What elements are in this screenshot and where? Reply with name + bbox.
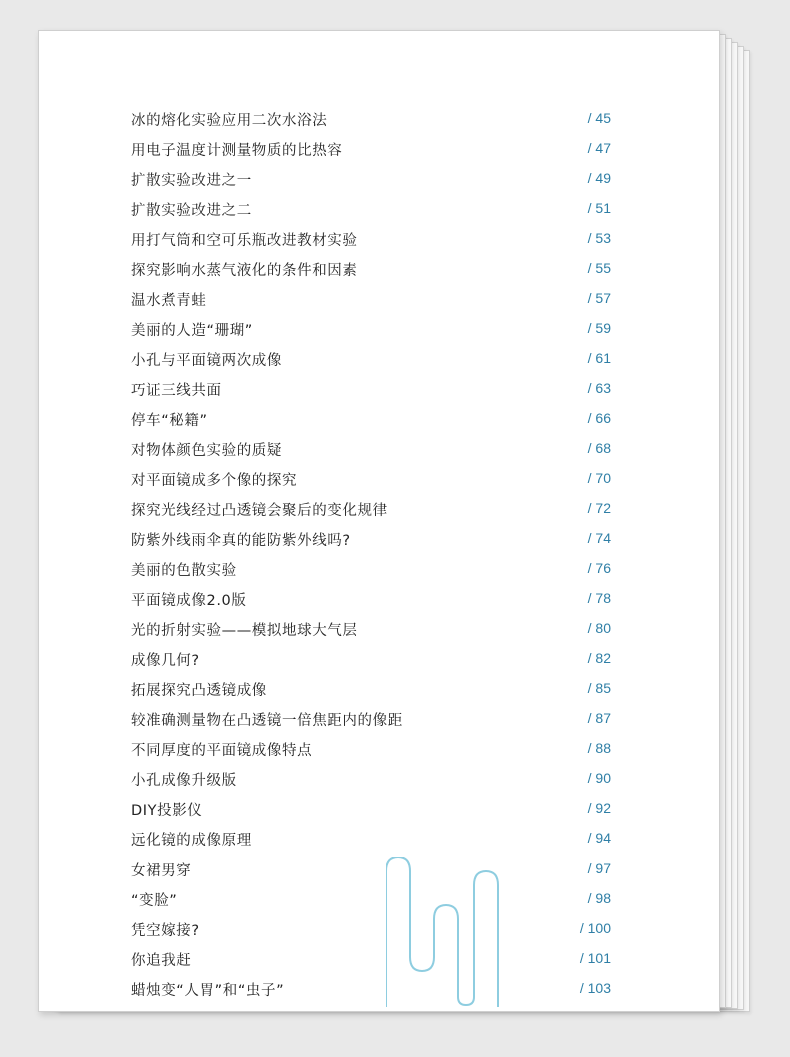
toc-entry[interactable] xyxy=(131,915,611,945)
toc-entry[interactable] xyxy=(131,975,611,1005)
toc-entry[interactable] xyxy=(131,105,611,135)
toc-entry-page-number: / 92 xyxy=(587,800,611,816)
toc-entry-page-number: / 98 xyxy=(587,890,611,906)
toc-entry-page-number: / 80 xyxy=(587,620,611,636)
toc-entry-title: 用电子温度计测量物质的比热容 xyxy=(131,143,343,159)
toc-entry-title: 美丽的色散实验 xyxy=(131,563,237,579)
toc-entry[interactable] xyxy=(131,315,611,345)
toc-entry[interactable] xyxy=(131,495,611,525)
toc-entry-page-number: / 74 xyxy=(587,530,611,546)
table-of-contents xyxy=(131,105,611,1005)
toc-entry-page-number: / 100 xyxy=(579,920,611,936)
toc-entry-page-number: / 78 xyxy=(587,590,611,606)
toc-entry-page-number: / 47 xyxy=(587,140,611,156)
toc-entry-page-number: / 61 xyxy=(587,350,611,366)
toc-entry[interactable] xyxy=(131,345,611,375)
toc-entry[interactable] xyxy=(131,555,611,585)
toc-entry-page-number: / 53 xyxy=(587,230,611,246)
toc-entry-page-number: / 51 xyxy=(587,200,611,216)
toc-entry-page-number: / 76 xyxy=(587,560,611,576)
toc-entry[interactable] xyxy=(131,285,611,315)
toc-entry-title: 小孔与平面镜两次成像 xyxy=(131,353,282,369)
toc-entry-title: 温水煮青蛙 xyxy=(131,293,207,309)
toc-entry[interactable] xyxy=(131,645,611,675)
toc-entry-title: 巧证三线共面 xyxy=(131,383,222,399)
toc-entry-page-number: / 70 xyxy=(587,470,611,486)
toc-entry-title: 扩散实验改进之一 xyxy=(131,173,252,189)
toc-entry-title: 你追我赶 xyxy=(131,953,192,969)
toc-entry-page-number: / 68 xyxy=(587,440,611,456)
toc-entry-title: 冰的熔化实验应用二次水浴法 xyxy=(131,113,328,129)
toc-entry-page-number: / 55 xyxy=(587,260,611,276)
toc-entry[interactable] xyxy=(131,525,611,555)
toc-entry[interactable] xyxy=(131,225,611,255)
toc-entry[interactable] xyxy=(131,195,611,225)
toc-entry-page-number: / 45 xyxy=(587,110,611,126)
toc-entry-title: 小孔成像升级版 xyxy=(131,773,237,789)
toc-entry-page-number: / 85 xyxy=(587,680,611,696)
toc-entry[interactable] xyxy=(131,165,611,195)
toc-entry-title: 较准确测量物在凸透镜一倍焦距内的像距 xyxy=(131,713,403,729)
toc-entry[interactable] xyxy=(131,585,611,615)
toc-entry-page-number: / 94 xyxy=(587,830,611,846)
toc-entry[interactable] xyxy=(131,615,611,645)
toc-entry-title: 对物体颜色实验的质疑 xyxy=(131,443,282,459)
toc-entry-title: 美丽的人造“珊瑚” xyxy=(131,323,253,339)
toc-entry[interactable] xyxy=(131,855,611,885)
toc-entry-title: 探究影响水蒸气液化的条件和因素 xyxy=(131,263,358,279)
toc-entry-page-number: / 57 xyxy=(587,290,611,306)
toc-entry-page-number: / 90 xyxy=(587,770,611,786)
toc-entry[interactable] xyxy=(131,825,611,855)
toc-entry-title: “变脸” xyxy=(131,893,178,909)
toc-entry-page-number: / 66 xyxy=(587,410,611,426)
toc-entry[interactable] xyxy=(131,705,611,735)
toc-entry-page-number: / 97 xyxy=(587,860,611,876)
toc-entry-page-number: / 49 xyxy=(587,170,611,186)
toc-entry-title: 扩散实验改进之二 xyxy=(131,203,252,219)
toc-entry-page-number: / 63 xyxy=(587,380,611,396)
toc-entry[interactable] xyxy=(131,465,611,495)
toc-entry[interactable] xyxy=(131,135,611,165)
toc-entry-page-number: / 72 xyxy=(587,500,611,516)
toc-entry-title: 对平面镜成多个像的探究 xyxy=(131,473,298,489)
toc-entry-page-number: / 87 xyxy=(587,710,611,726)
toc-entry-page-number: / 82 xyxy=(587,650,611,666)
toc-entry-title: DIY投影仪 xyxy=(131,803,203,819)
toc-entry[interactable] xyxy=(131,675,611,705)
toc-entry-page-number: / 101 xyxy=(579,950,611,966)
toc-entry-title: 蜡烛变“人胃”和“虫子” xyxy=(131,983,285,999)
toc-entry[interactable] xyxy=(131,795,611,825)
toc-entry-page-number: / 103 xyxy=(579,980,611,996)
toc-entry-page-number: / 88 xyxy=(587,740,611,756)
toc-entry-title: 防紫外线雨伞真的能防紫外线吗? xyxy=(131,533,351,549)
toc-entry-title: 光的折射实验——模拟地球大气层 xyxy=(131,623,358,639)
toc-entry-title: 平面镜成像2.0版 xyxy=(131,593,247,609)
toc-entry[interactable] xyxy=(131,405,611,435)
toc-entry[interactable] xyxy=(131,435,611,465)
toc-entry-title: 凭空嫁接? xyxy=(131,923,200,939)
toc-entry[interactable] xyxy=(131,255,611,285)
toc-entry-page-number: / 59 xyxy=(587,320,611,336)
book-page xyxy=(38,30,720,1012)
toc-entry[interactable] xyxy=(131,885,611,915)
toc-entry-title: 用打气筒和空可乐瓶改进教材实验 xyxy=(131,233,358,249)
toc-entry-title: 停车“秘籍” xyxy=(131,413,208,429)
toc-entry-title: 不同厚度的平面镜成像特点 xyxy=(131,743,313,759)
toc-entry[interactable] xyxy=(131,945,611,975)
toc-entry-title: 拓展探究凸透镜成像 xyxy=(131,683,267,699)
toc-entry[interactable] xyxy=(131,375,611,405)
toc-entry-title: 成像几何? xyxy=(131,653,200,669)
toc-entry[interactable] xyxy=(131,735,611,765)
toc-entry-title: 远化镜的成像原理 xyxy=(131,833,252,849)
toc-entry-title: 女裙男穿 xyxy=(131,863,192,879)
toc-entry[interactable] xyxy=(131,765,611,795)
toc-entry-title: 探究光线经过凸透镜会聚后的变化规律 xyxy=(131,503,388,519)
